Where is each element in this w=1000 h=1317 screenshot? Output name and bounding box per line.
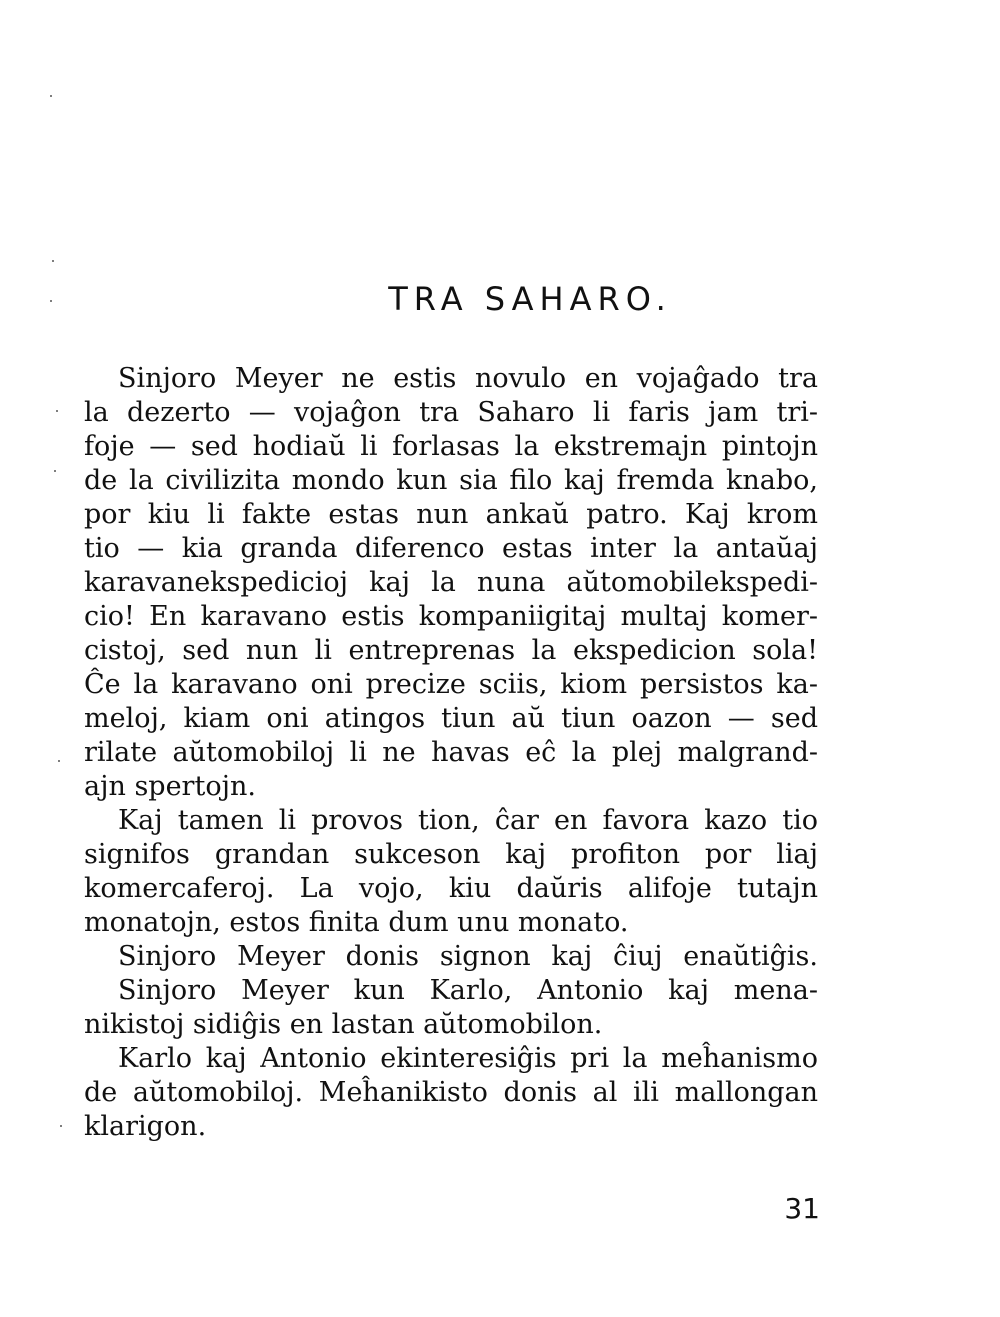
- text-line: Sinjoro Meyer donis signon kaj ĉiuj enaŭtiĝis.: [118, 941, 818, 972]
- scan-speck: [58, 760, 60, 762]
- text-line: Kaj tamen li provos tion, ĉar en favora kazo tio: [118, 805, 818, 836]
- text-line: rilate aŭtomobiloj li ne havas eĉ la plej malgrand-: [84, 737, 818, 768]
- text-line: la dezerto — vojaĝon tra Saharo li faris jam tri-: [84, 397, 818, 428]
- scan-speck: [60, 1125, 62, 1127]
- text-line: ajn spertojn.: [84, 771, 256, 802]
- text-line: Sinjoro Meyer kun Karlo, Antonio kaj mena-: [118, 975, 818, 1006]
- chapter-title: TRA SAHARO.: [388, 280, 672, 318]
- text-line: cio! En karavano estis kompaniigitaj multaj komer-: [84, 601, 818, 632]
- text-line: meloj, kiam oni atingos tiun aŭ tiun oazon — sed: [84, 703, 818, 734]
- text-line: de la civilizita mondo kun sia filo kaj fremda knabo,: [84, 465, 818, 496]
- text-line: Ĉe la karavano oni precize sciis, kiom persistos ka-: [84, 669, 818, 700]
- scan-speck: [54, 470, 56, 472]
- text-line: de aŭtomobiloj. Meĥanikisto donis al ili mallongan: [84, 1077, 818, 1108]
- scan-speck: [50, 300, 52, 302]
- text-line: komercaferoj. La vojo, kiu daŭris alifoje tutajn: [84, 873, 818, 904]
- scan-speck: [50, 95, 52, 97]
- text-line: klarigon.: [84, 1111, 207, 1142]
- text-line: signifos grandan sukceson kaj profiton por liaj: [84, 839, 818, 870]
- text-line: Sinjoro Meyer ne estis novulo en vojaĝado tra: [118, 363, 818, 394]
- text-line: monatojn, estos finita dum unu monato.: [84, 907, 629, 938]
- text-line: nikistoj sidiĝis en lastan aŭtomobilon.: [84, 1009, 603, 1040]
- scan-speck: [56, 410, 58, 412]
- page-number: 31: [784, 1192, 820, 1225]
- text-line: cistoj, sed nun li entreprenas la ekspedicion sola!: [84, 635, 818, 666]
- text-line: foje — sed hodiaŭ li forlasas la ekstremajn pintojn: [84, 431, 818, 462]
- text-line: karavanekspedicioj kaj la nuna aŭtomobilekspedi-: [84, 567, 818, 598]
- text-line: Karlo kaj Antonio ekinteresiĝis pri la meĥanismo: [118, 1043, 818, 1074]
- text-line: por kiu li fakte estas nun ankaŭ patro. Kaj krom: [84, 499, 818, 530]
- text-line: tio — kia granda diferenco estas inter la antaŭaj: [84, 533, 818, 564]
- scan-speck: [52, 260, 54, 262]
